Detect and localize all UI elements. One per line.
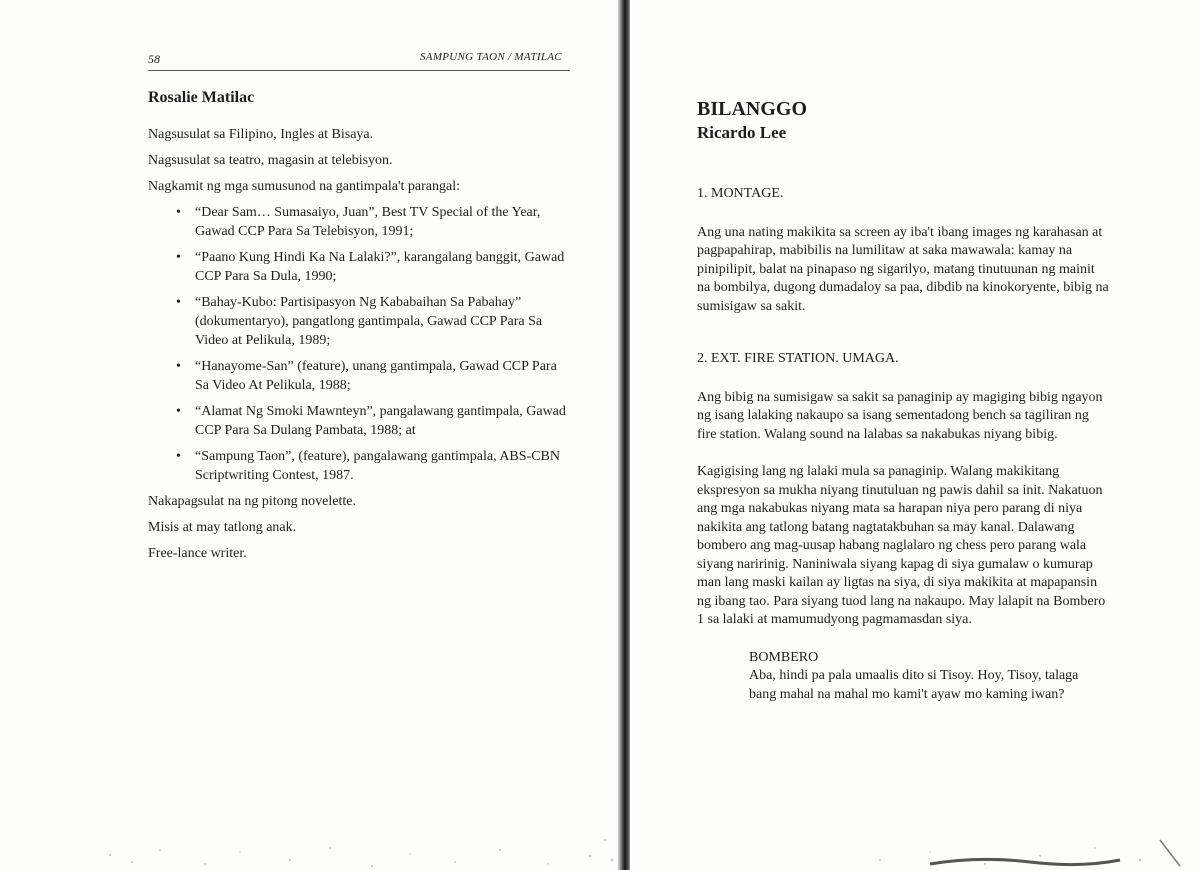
award-text: “Sampung Taon”, (feature), pangalawang gantimpala, ABS-CBN Scriptwriting Contest, 1987. (195, 449, 560, 483)
bio-line: Free-lance writer. (148, 546, 247, 561)
dialogue-text: Aba, hindi pa pala umaalis dito si Tisoy. Hoy, Tisoy, talaga bang mahal na mahal mo kami't ayaw mo kaming iwan? (749, 668, 1079, 702)
bullet-icon: • (176, 404, 181, 419)
bio-line: Nagsusulat sa Filipino, Ingles at Bisaya. (148, 127, 374, 142)
dialogue-block (749, 649, 1109, 705)
award-item (148, 248, 568, 286)
award-item (148, 447, 568, 485)
award-text: “Hanayome-San” (feature), unang gantimpala, Gawad CCP Para Sa Video At Pelikula, 1988; (195, 359, 557, 393)
scene-text: Ang una nating makikita sa screen ay iba't ibang images ng karahasan at pagpapahirap, mabibilis na lumilitaw at saka mawawala: kamay na pinipilipit, balat na pinapaso ng sigarilyo, matang tinutuunan ng mainit na bombilya, dugong dumadaloy sa paa, dibdib na kinokoryente, bibig na sumisigaw sa sakit. (697, 224, 1109, 314)
running-head: SAMPUNG TAON / MATILAC (420, 51, 562, 63)
header-rule (148, 70, 570, 71)
award-text: “Alamat Ng Smoki Mawnteyn”, pangalawang gantimpala, Gawad CCP Para Sa Dulang Pambata, 1988; at (195, 404, 566, 438)
bio-line: Nagsusulat sa teatro, magasin at telebisyon. (148, 153, 393, 168)
award-text: “Bahay-Kubo: Partisipasyon Ng Kababaihan Sa Pabahay” (dokumentaryo), pangatlong gantimpala, Gawad CCP Para Sa Video at Pelikula, 1989; (195, 295, 543, 348)
scene-heading: 2. EXT. FIRE STATION. UMAGA. (697, 351, 899, 366)
award-list (148, 203, 568, 485)
play-title: BILANGGO (697, 98, 808, 120)
speaker-name: BOMBERO (749, 649, 819, 665)
page-number: 58 (148, 52, 160, 66)
scene-heading: 1. MONTAGE. (697, 186, 784, 201)
bullet-icon: • (176, 449, 181, 464)
scene-text: Kagigising lang ng lalaki mula sa panaginip. Walang makikitang ekspresyon sa mukha niyang tinutuluan ng pawis dahil sa init. Nakatuon ang mga nakabukas niyang mata sa harapan niya pero parang di niya nakikita ang tatlong batang nagtatakbuhan sa may kanal. Dalawang bombero ang mag-uusap habang naglalaro ng chess pero parang wala siyang naririnig. Naniniwala siyang kapag di siya gumalaw o kumurap man lang maski kailan ay ligtas na siya, di siya makikita at mapapansin ng ibang tao. Para siyang tuod lang na nakaupo. May lalapit na Bombero 1 sa lalaki at mamumudyong pagmamasdan siya. (697, 464, 1106, 627)
screenplay (697, 96, 1109, 704)
scene-text: Ang bibig na sumisigaw sa sakit sa panaginip ay magiging bibig ngayon ng isang lalaking nakaupo sa isang sementadong bench sa tagiliran ng fire station. Walang sound na lalabas sa nakabukas niyang bibig. (697, 389, 1103, 442)
award-item (148, 293, 568, 350)
author-bio (148, 88, 568, 570)
award-text: “Dear Sam… Sumasaiyo, Juan”, Best TV Special of the Year, Gawad CCP Para Sa Telebisyon, 1991; (195, 205, 541, 239)
bullet-icon: • (176, 359, 181, 374)
bullet-icon: • (176, 250, 181, 265)
bio-line: Nakapagsulat na ng pitong novelette. (148, 494, 356, 509)
bullet-icon: • (176, 205, 181, 220)
bio-line: Nagkamit ng mga sumusunod na gantimpala't parangal: (148, 179, 461, 194)
award-item (148, 203, 568, 241)
bullet-icon: • (176, 295, 181, 310)
bio-author-name: Rosalie Matilac (148, 89, 255, 106)
award-text: “Paano Kung Hindi Ka Na Lalaki?”, karangalang banggit, Gawad CCP Para Sa Dula, 1990; (195, 250, 565, 284)
award-item (148, 402, 568, 440)
bio-line: Misis at may tatlong anak. (148, 520, 297, 535)
play-author: Ricardo Lee (697, 123, 787, 142)
award-item (148, 357, 568, 395)
